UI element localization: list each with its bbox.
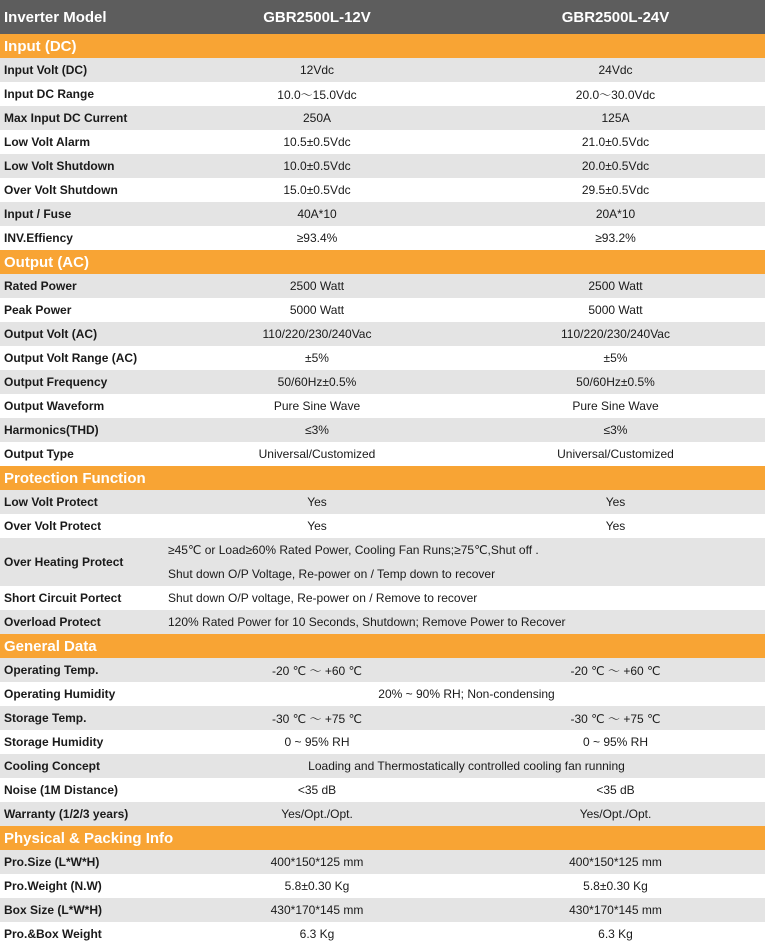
row-value-model-1: 5000 Watt [289,303,345,317]
row-value-model-2: Yes [605,495,626,509]
row-label: Over Volt Protect [4,519,102,533]
table-row [0,442,765,466]
table-row [0,850,765,874]
table-row [0,82,765,106]
row-value-model-1: 10.0±0.5Vdc [283,159,351,173]
table-header-row [0,0,765,34]
table-row [0,922,765,946]
table-row [0,58,765,82]
row-value-model-2: ≥93.2% [595,231,636,245]
row-value-model-2: <35 dB [596,783,635,797]
row-label: Operating Temp. [4,663,99,677]
section-title: Physical & Packing Info [4,829,174,847]
row-label: Input DC Range [4,87,94,101]
table-row [0,274,765,298]
row-value-model-2: 20.0±0.5Vdc [581,159,650,173]
row-value-model-1: <35 dB [297,783,337,797]
table-row [0,706,765,730]
row-value-text: 120% Rated Power for 10 Seconds, Shutdown; Remove Power to Recover [168,615,566,629]
row-value-model-2: -20 ℃ ～ +60 ℃ [570,663,661,678]
table-row [0,682,765,706]
row-label: Pro.Weight (N.W) [4,879,102,893]
row-value-model-1: 10.5±0.5Vdc [283,135,351,149]
row-label: Input Volt (DC) [4,63,88,77]
row-value-model-2: 21.0±0.5Vdc [581,135,650,149]
row-label: Output Waveform [4,399,105,413]
row-label: Rated Power [4,279,77,293]
table-row [0,178,765,202]
table-row [0,610,765,634]
row-value-model-2: 20.0～30.0Vdc [575,87,656,102]
section-header [0,466,765,490]
row-label: Max Input DC Current [4,111,128,125]
row-label: Storage Temp. [4,711,87,725]
row-value-model-1: 250A [302,111,332,125]
row-value-model-2: 0 ~ 95% RH [582,735,649,749]
row-value-model-2: ≤3% [603,423,628,437]
row-value-model-1: -30 ℃ ～ +75 ℃ [272,711,362,726]
row-value-model-2: Yes [605,519,626,533]
row-label: Operating Humidity [4,687,116,701]
table-row [0,730,765,754]
row-value-model-2: 110/220/230/240Vac [561,327,670,341]
row-label: Peak Power [4,303,72,317]
row-value-model-1: 430*170*145 mm [270,903,364,917]
row-value-model-2: 50/60Hz±0.5% [576,375,655,389]
row-value-model-2: 29.5±0.5Vdc [581,183,650,197]
row-value-model-1: Pure Sine Wave [273,399,361,413]
row-value-model-1: ≤3% [305,423,329,437]
row-label: Cooling Concept [4,759,100,773]
section-title: Output (AC) [4,253,89,271]
table-row [0,514,765,538]
row-label: Pro.Size (L*W*H) [4,855,100,869]
row-label: INV.Effiency [4,231,73,245]
section-header [0,250,765,274]
row-label: Short Circuit Portect [4,591,122,605]
row-value-model-1: 6.3 Kg [299,927,335,941]
row-value-line: Shut down O/P Voltage, Re-power on / Temp down to recover [168,567,496,581]
row-label: Output Volt Range (AC) [4,351,138,365]
row-label: Output Frequency [4,375,108,389]
row-value-model-1: 0 ~ 95% RH [284,735,350,749]
table-row [0,154,765,178]
table-row [0,754,765,778]
row-label: Pro.&Box Weight [4,927,102,941]
table-row [0,346,765,370]
row-value-model-2: ±5% [603,351,628,365]
table-row [0,322,765,346]
row-label: Box Size (L*W*H) [4,903,103,917]
row-value-model-1: Yes [307,519,327,533]
section-title: General Data [4,637,97,655]
row-value-model-2: 20A*10 [595,207,636,221]
table-row [0,490,765,514]
row-label: Overload Protect [4,615,101,629]
row-value-model-1: 400*150*125 mm [270,855,364,869]
table-row [0,898,765,922]
row-value-model-1: ±5% [305,351,329,365]
row-value-model-1: 15.0±0.5Vdc [283,183,351,197]
row-value-model-2: Pure Sine Wave [572,399,659,413]
row-value-model-2: 400*150*125 mm [569,855,662,869]
row-label: Storage Humidity [4,735,104,749]
row-value-model-2: 2500 Watt [588,279,643,293]
row-label: Low Volt Alarm [4,135,91,149]
row-label: Over Volt Shutdown [4,183,118,197]
row-value-model-2: 430*170*145 mm [569,903,662,917]
row-value-line: ≥45℃ or Load≥60% Rated Power, Cooling Fan Runs;≥75℃,Shut off . [168,543,539,557]
row-label: Output Volt (AC) [4,327,98,341]
table-row [0,298,765,322]
header-model-1: GBR2500L-12V [263,8,371,26]
row-value-model-1: -20 ℃ ～ +60 ℃ [272,663,362,678]
row-value-model-1: Yes/Opt./Opt. [281,807,353,821]
section-header [0,634,765,658]
row-value-model-2: 5000 Watt [588,303,643,317]
row-value-model-2: Yes/Opt./Opt. [579,807,652,821]
row-value-multiline [168,538,765,586]
row-value-model-2: -30 ℃ ～ +75 ℃ [570,711,661,726]
table-row [0,370,765,394]
row-value-model-1: ≥93.4% [296,231,338,245]
section-header [0,34,765,58]
row-value-model-1: 10.0～15.0Vdc [277,87,357,102]
row-label: Harmonics(THD) [4,423,99,437]
table-row [0,418,765,442]
row-value-model-1: 50/60Hz±0.5% [277,375,357,389]
row-value-model-2: 5.8±0.30 Kg [583,879,648,893]
row-label: Warranty (1/2/3 years) [4,807,129,821]
table-row [0,658,765,682]
table-row [0,106,765,130]
table-row [0,202,765,226]
table-row [0,586,765,610]
table-row [0,394,765,418]
row-label: Input / Fuse [4,207,72,221]
row-label: Over Heating Protect [4,555,124,569]
row-value-model-1: 2500 Watt [289,279,345,293]
row-value-model-1: 5.8±0.30 Kg [284,879,350,893]
table-row [0,130,765,154]
section-title: Protection Function [4,469,146,487]
row-label: Noise (1M Distance) [4,783,119,797]
table-body [0,34,765,946]
row-value-model-1: 40A*10 [297,207,337,221]
row-value-shared: Loading and Thermostatically controlled cooling fan running [308,759,625,773]
table-row [0,226,765,250]
row-value-shared: 20% ~ 90% RH; Non-condensing [378,687,555,701]
row-value-model-1: Universal/Customized [258,447,376,461]
row-value-model-2: 6.3 Kg [598,927,633,941]
row-value-model-1: 110/220/230/240Vac [262,327,372,341]
section-title: Input (DC) [4,37,77,55]
table-row [0,538,765,586]
table-row [0,874,765,898]
table-row [0,802,765,826]
row-label: Low Volt Protect [4,495,98,509]
row-label: Output Type [4,447,74,461]
section-header [0,826,765,850]
header-model-2: GBR2500L-24V [561,8,670,26]
row-value-model-1: Yes [307,495,327,509]
row-value-model-2: 125A [601,111,630,125]
row-value-model-2: Universal/Customized [557,447,674,461]
header-label: Inverter Model [4,8,107,26]
row-label: Low Volt Shutdown [4,159,115,173]
row-value-model-1: 12Vdc [299,63,335,77]
table-row [0,778,765,802]
row-value-text: Shut down O/P voltage, Re-power on / Remove to recover [168,591,478,605]
row-value-model-2: 24Vdc [598,63,633,77]
